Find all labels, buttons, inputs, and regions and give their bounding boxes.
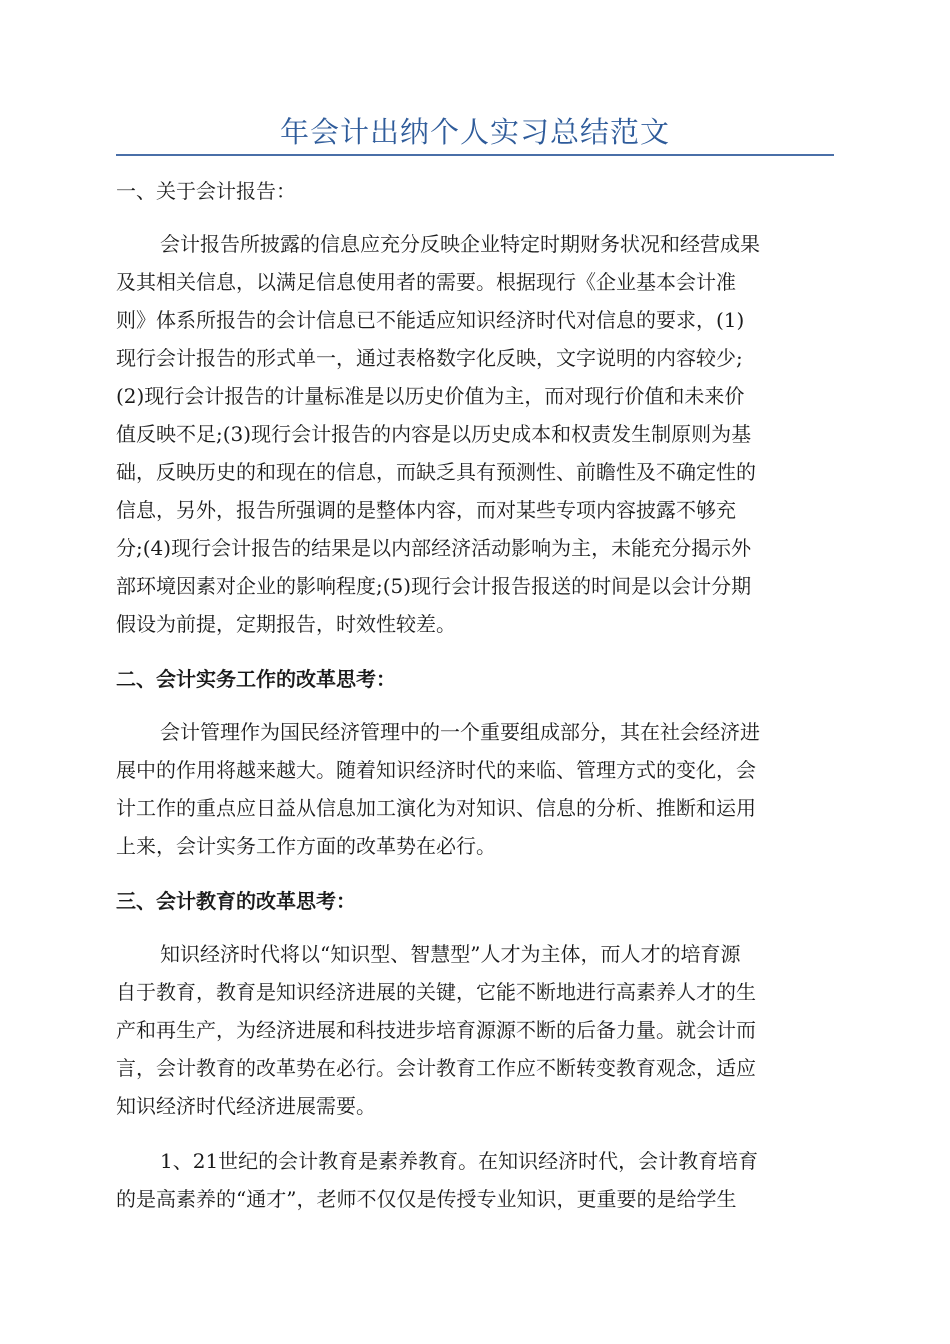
paragraph-line: 知识经济时代将以“知识型、智慧型”人才为主体，而人才的培育源 <box>160 942 741 966</box>
spacer <box>116 698 834 713</box>
paragraph-line: 计工作的重点应日益从信息加工演化为对知识、信息的分析、推断和运用 <box>116 796 756 820</box>
section-3-paragraph <box>116 935 834 1125</box>
section-2-paragraph <box>116 713 834 865</box>
paragraph-line: 础，反映历史的和现在的信息，而缺乏具有预测性、前瞻性及不确定性的 <box>116 460 756 484</box>
paragraph-line: 现行会计报告的形式单一，通过表格数字化反映，文字说明的内容较少; <box>116 346 743 370</box>
section-heading-1: 一、关于会计报告： <box>116 179 296 203</box>
spacer <box>116 210 834 225</box>
spacer <box>116 920 834 935</box>
paragraph-line: 自于教育，教育是知识经济进展的关键，它能不断地进行高素养人才的生 <box>116 980 756 1004</box>
section-heading-2: 二、会计实务工作的改革思考： <box>116 667 396 691</box>
paragraph-line: 上来，会计实务工作方面的改革势在必行。 <box>116 834 496 858</box>
paragraph-line: 部环境因素对企业的影响程度;(5)现行会计报告报送的时间是以会计分期 <box>116 574 752 598</box>
spacer <box>116 1125 834 1142</box>
paragraph-line: 展中的作用将越来越大。随着知识经济时代的来临、管理方式的变化，会 <box>116 758 756 782</box>
paragraph-line: 分;(4)现行会计报告的结果是以内部经济活动影响为主，未能充分揭示外 <box>116 536 752 560</box>
paragraph-line: 及其相关信息，以满足信息使用者的需要。根据现行《企业基本会计准 <box>116 270 736 294</box>
paragraph-line: 的是高素养的“通才”，老师不仅仅是传授专业知识，更重要的是给学生 <box>116 1187 737 1211</box>
paragraph-line: 1、21世纪的会计教育是素养教育。在知识经济时代，会计教育培育 <box>160 1149 759 1173</box>
document-title: 年会计出纳个人实习总结范文 <box>279 115 670 149</box>
section-1-paragraph <box>116 225 834 643</box>
paragraph-line: (2)现行会计报告的计量标准是以历史价值为主，而对现行价值和未来价 <box>116 384 745 408</box>
spacer <box>116 643 834 660</box>
paragraph-line: 产和再生产，为经济进展和科技进步培育源源不断的后备力量。就会计而 <box>116 1018 756 1042</box>
paragraph-line: 会计报告所披露的信息应充分反映企业特定时期财务状况和经营成果 <box>160 232 760 256</box>
section-heading-3: 三、会计教育的改革思考： <box>116 889 356 913</box>
paragraph-line: 则》体系所报告的会计信息已不能适应知识经济时代对信息的要求，(1) <box>116 308 745 332</box>
paragraph-line: 假设为前提，定期报告，时效性较差。 <box>116 612 456 636</box>
paragraph-line: 值反映不足;(3)现行会计报告的内容是以历史成本和权责发生制原则为基 <box>116 422 752 446</box>
document-body <box>116 172 834 1218</box>
paragraph-line: 知识经济时代经济进展需要。 <box>116 1094 376 1118</box>
paragraph-line: 会计管理作为国民经济管理中的一个重要组成部分，其在社会经济进 <box>160 720 760 744</box>
paragraph-line: 信息，另外，报告所强调的是整体内容，而对某些专项内容披露不够充 <box>116 498 736 522</box>
section-3-item-1-paragraph <box>116 1142 834 1218</box>
title-underline <box>116 154 834 156</box>
spacer <box>116 865 834 882</box>
paragraph-line: 言，会计教育的改革势在必行。会计教育工作应不断转变教育观念，适应 <box>116 1056 756 1080</box>
